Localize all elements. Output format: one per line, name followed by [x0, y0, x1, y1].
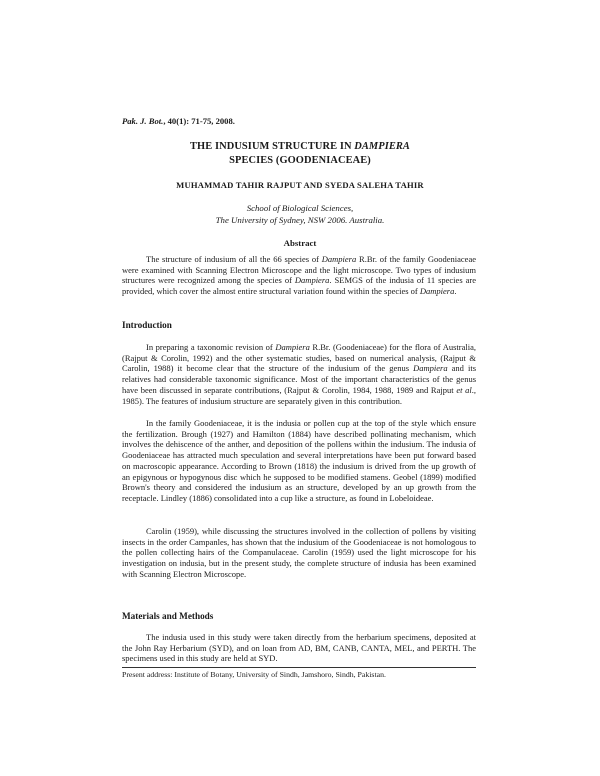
footnote-present-address: Present address: Institute of Botany, University of Sindh, Jamshoro, Sindh, Pakistan.	[122, 670, 386, 679]
abstract-text: The structure of indusium of all the 66 species of Dampiera R.Br. of the family Goodeniaceae were examined with Scanning Electron Microscope and the light microscope. Two types of indusium structures were recognized among the species of Dampiera. SEMGS of the indusia of 11 species are provided, which cover the almost entire structural variation found within the species of Dampiera.	[122, 254, 476, 297]
paper-title-line-1: THE INDUSIUM STRUCTURE IN DAMPIERA	[190, 141, 410, 152]
journal-citation	[122, 116, 235, 126]
methods-paragraph-1: The indusia used in this study were taken directly from the herbarium specimens, deposited at the John Ray Herbarium (SYD), and on loan from AD, BM, CANB, CANTA, MEL, and PERTH. The specimens used in this study are held at SYD.	[122, 632, 476, 664]
journal-volume: , 40(1): 71-75, 2008.	[163, 116, 235, 126]
journal-name: Pak. J. Bot.	[122, 116, 164, 126]
introduction-paragraph-1: In preparing a taxonomic revision of Dampiera R.Br. (Goodeniaceae) for the flora of Australia, (Rajput & Corolin, 1992) and the other systematic studies, based on numerical analysis, (Rajput & Carolin, 1988) it become clear that the structure of the indusium of the genus Dampiera and its relatives had considerable taxonomic significance. Most of the important characteristics of the genus have been discussed in separate contributions, (Rajput & Corolin, 1984, 1988, 1989 and Rajput et al., 1985). The features of indusium structure are separately given in this contribution.	[122, 342, 477, 406]
abstract-heading: Abstract	[283, 238, 317, 248]
paper-title-line-2: SPECIES (GOODENIACEAE)	[229, 155, 371, 166]
author-list: MUHAMMAD TAHIR RAJPUT AND SYEDA SALEHA TAHIR	[176, 180, 424, 190]
introduction-paragraph-2: In the family Goodeniaceae, it is the indusia or pollen cup at the top of the style which ensure the fertilization. Brough (1927) and Hamilton (1884) have described pollinating mechanism, which involves the dehiscence of the anther, and deposition of the pollens within the indusium. The indusia of Goodeniaceae has attracted much speculation and several interpretations have been put forward based on macroscopic appearance. According to Brown (1818) the indusium is drived from the up growth of an epigynous or hypogynous disc which he supposed to be modified stamens. Geobel (1899) modified Brown's theory and considered the indusium as an structure, developed by an up growth from the receptacle. Lindley (1886) consolidated into a cup like a structure, as found in Lobeloideae.	[122, 418, 476, 503]
introduction-paragraph-3: Carolin (1959), while discussing the structures involved in the collection of pollens by visiting insects in the order Campanles, has shown that the indusium of the Goodeniaceae is not homologous to the pollen collecting hairs of the Companulaceae. Carolin (1959) used the light microscope for his investigation on indusia, but in the present study, the complete structure of indusia has been examined with Scanning Electron Microscope.	[122, 526, 476, 579]
genus-name: DAMPIERA	[354, 141, 410, 152]
affiliation-line-2: The University of Sydney, NSW 2006. Australia.	[215, 215, 385, 225]
affiliation-line-1: School of Biological Sciences,	[246, 203, 354, 213]
introduction-heading: Introduction	[122, 320, 172, 330]
footnote-divider	[122, 667, 476, 668]
methods-heading: Materials and Methods	[122, 611, 214, 621]
